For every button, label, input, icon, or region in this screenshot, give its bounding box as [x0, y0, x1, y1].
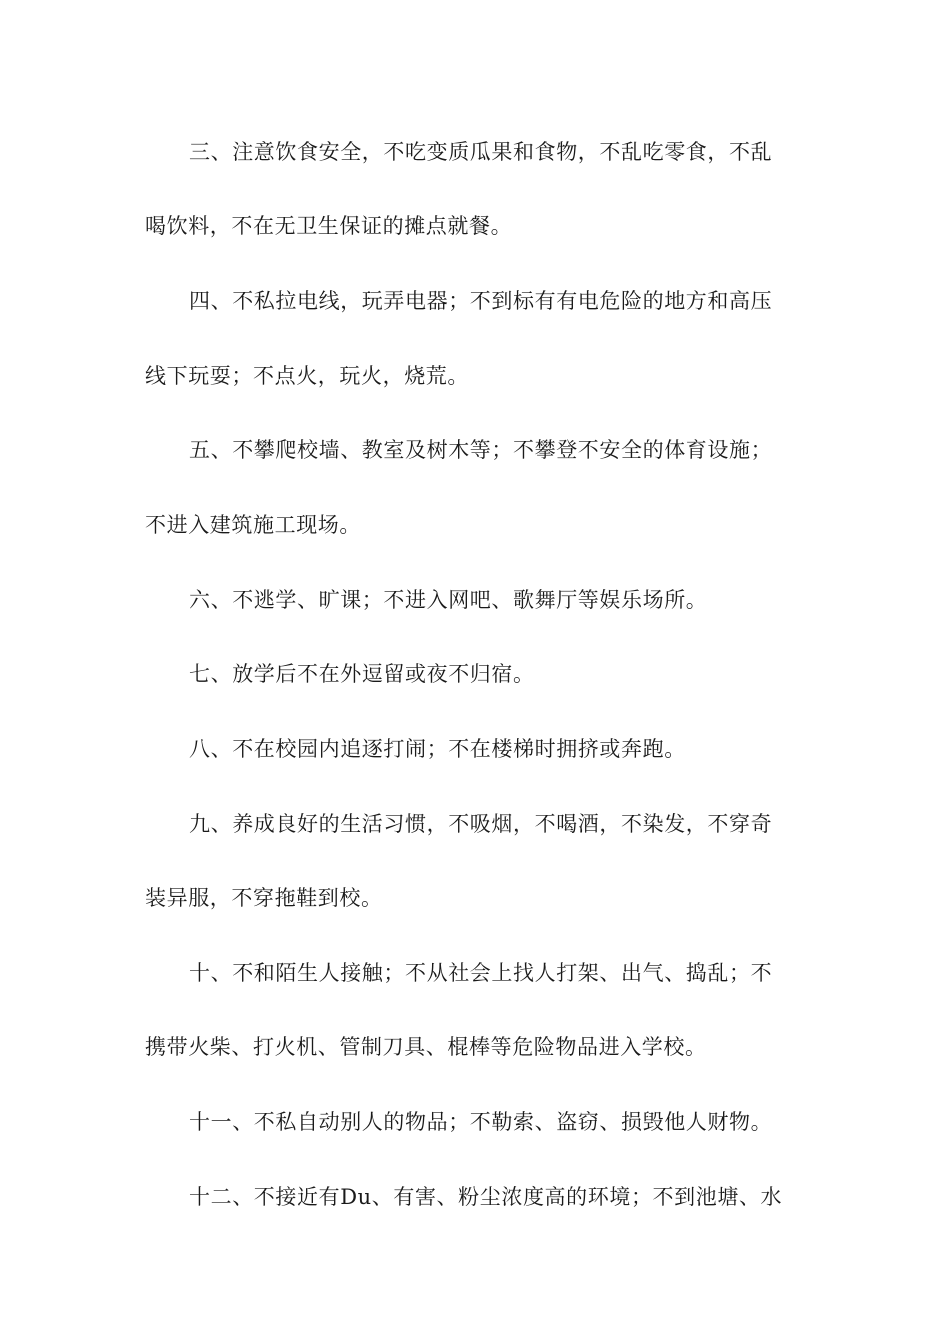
rule-9-line-2: 装异服，不穿拖鞋到校。 — [145, 886, 383, 910]
rule-8-line-1: 八、不在校园内追逐打闹；不在楼梯时拥挤或奔跑。 — [189, 737, 686, 761]
rule-5-line-1: 五、不攀爬校墙、教室及树木等；不攀登不安全的体育设施； — [189, 438, 773, 462]
rule-11-line-1: 十一、不私自动别人的物品；不勒索、盗窃、损毁他人财物。 — [189, 1110, 773, 1134]
rule-6-line-1: 六、不逃学、旷课；不进入网吧、歌舞厅等娱乐场所。 — [189, 588, 708, 612]
rule-4-line-2: 线下玩耍；不点火，玩火，烧荒。 — [145, 364, 469, 388]
rule-3-line-1: 三、注意饮食安全，不吃变质瓜果和食物，不乱吃零食，不乱 — [189, 140, 773, 164]
rule-7-line-1: 七、放学后不在外逗留或夜不归宿。 — [189, 662, 535, 686]
rule-3-line-2: 喝饮料，不在无卫生保证的摊点就餐。 — [145, 214, 513, 238]
rule-10-line-2: 携带火柴、打火机、管制刀具、棍棒等危险物品进入学校。 — [145, 1035, 707, 1059]
rule-12-line-1: 十二、不接近有Du、有害、粉尘浓度高的环境；不到池塘、水 — [189, 1185, 783, 1209]
rule-10-line-1: 十、不和陌生人接触；不从社会上找人打架、出气、捣乱；不 — [189, 961, 773, 985]
rule-5-line-2: 不进入建筑施工现场。 — [145, 513, 361, 537]
rule-9-line-1: 九、养成良好的生活习惯，不吸烟，不喝酒，不染发，不穿奇 — [189, 812, 773, 836]
rule-4-line-1: 四、不私拉电线，玩弄电器；不到标有有电危险的地方和高压 — [189, 289, 773, 313]
